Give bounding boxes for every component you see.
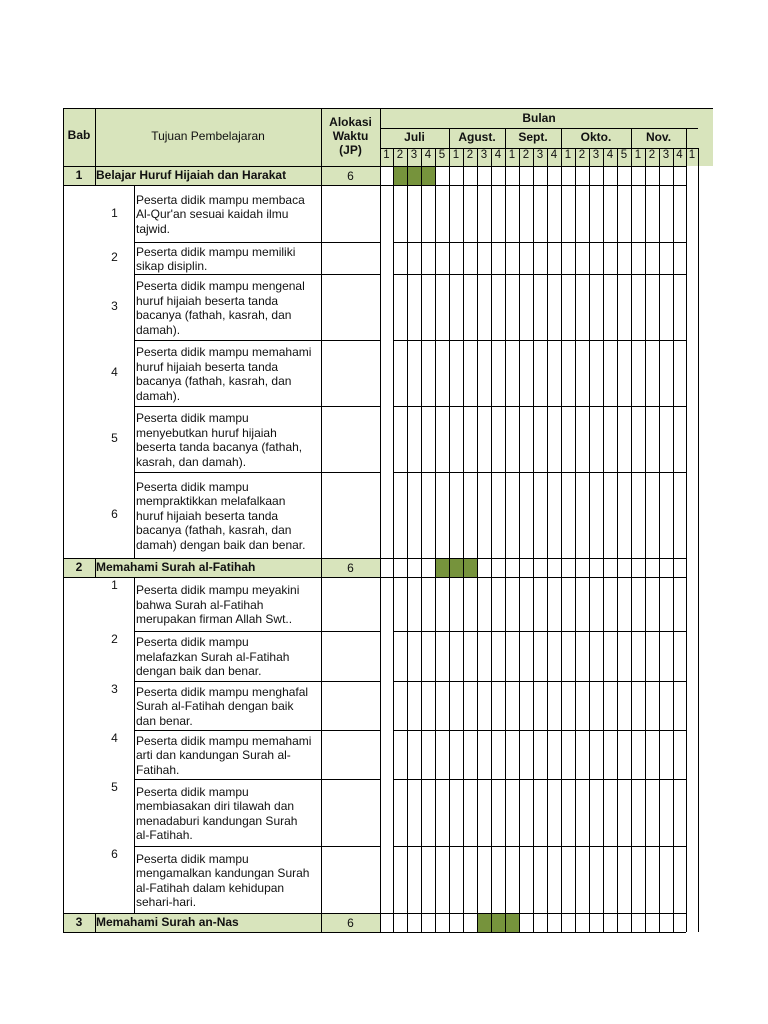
table-line xyxy=(63,185,380,186)
row-divider xyxy=(134,846,380,847)
table-line xyxy=(380,558,393,559)
objective-text-line: menadaburi kandungan Surah xyxy=(136,813,298,828)
table-line xyxy=(686,148,687,166)
table-line xyxy=(380,932,393,933)
objective-text-line: bacanya (fathah, kasrah, dan xyxy=(136,523,292,538)
week-number: 3 xyxy=(662,149,670,161)
table-line xyxy=(95,108,96,185)
row-divider xyxy=(134,779,380,780)
month-label: Sept. xyxy=(518,130,548,144)
row-divider xyxy=(134,242,380,243)
table-line xyxy=(631,128,632,148)
objective-number: 3 xyxy=(111,299,118,313)
chapter-title: Memahami Surah al-Fatihah xyxy=(96,560,256,574)
table-line xyxy=(380,577,393,578)
table-line xyxy=(393,242,686,243)
week-number: 3 xyxy=(536,149,544,161)
chapter-jp: 6 xyxy=(347,916,354,930)
table-line xyxy=(477,148,478,932)
row-divider xyxy=(134,681,380,682)
objective-text-line: Peserta didik mampu meyakini xyxy=(136,583,300,598)
month-label: Nov. xyxy=(645,130,672,144)
week-number: 2 xyxy=(466,149,474,161)
objective-text-line: beserta tanda bacanya (fathah, xyxy=(136,440,303,454)
objective-text-line: damah). xyxy=(136,388,181,403)
table-line xyxy=(393,472,686,473)
tujuan-header: Tujuan Pembelajaran xyxy=(151,129,265,143)
objective-text-line: Peserta didik mampu xyxy=(136,479,249,494)
objective-text-line: huruf hijaiah beserta tanda xyxy=(136,508,279,523)
table-line xyxy=(547,148,548,932)
table-line xyxy=(134,185,135,558)
week-number: 5 xyxy=(438,149,446,161)
table-line xyxy=(63,166,380,167)
week-number: 4 xyxy=(676,149,683,161)
objective-text-line: huruf hijaiah beserta tanda xyxy=(136,293,279,308)
chapter-jp: 6 xyxy=(347,561,354,575)
scheduled-week-cell xyxy=(491,913,505,932)
table-line xyxy=(421,148,422,932)
objective-text-line: huruf hijaiah beserta tanda xyxy=(136,359,279,374)
table-line xyxy=(380,185,393,186)
table-line xyxy=(589,148,590,932)
month-label: Okto. xyxy=(580,130,612,144)
week-number: 4 xyxy=(550,149,558,161)
objective-number: 2 xyxy=(111,250,118,264)
table-line xyxy=(393,148,394,932)
objective-text-line: merupakan firman Allah Swt.. xyxy=(136,612,293,627)
row-divider xyxy=(134,274,380,275)
table-line xyxy=(698,166,699,932)
objective-number: 4 xyxy=(111,365,118,379)
objective-text-line: sehari-hari. xyxy=(136,895,197,909)
bulan-header: Bulan xyxy=(522,111,556,125)
week-number: 1 xyxy=(564,149,572,161)
table-line xyxy=(95,913,96,932)
table-line xyxy=(393,631,686,632)
table-line xyxy=(380,166,393,167)
objective-text-line: dengan baik dan benar. xyxy=(136,664,262,679)
objective-number: 1 xyxy=(111,205,118,220)
table-line xyxy=(393,779,686,780)
objective-text-line: Peserta didik mampu xyxy=(136,635,249,650)
chapter-number: 3 xyxy=(75,915,83,929)
objective-text-line: bacanya (fathah, kasrah, dan xyxy=(136,374,292,388)
scheduled-week-cell xyxy=(463,558,477,577)
table-line xyxy=(575,148,576,932)
alokasi-header-line: (JP) xyxy=(339,143,362,157)
objective-number: 6 xyxy=(111,847,118,861)
objective-text-line: arti dan kandungan Surah al- xyxy=(136,748,291,763)
table-line xyxy=(463,148,464,932)
objective-text-line: al-Fatihah dalam kehidupan xyxy=(136,880,285,895)
table-line xyxy=(393,185,686,186)
objective-text-line: bacanya (fathah, kasrah, dan xyxy=(136,308,292,322)
table-line xyxy=(63,932,380,933)
table-line xyxy=(393,406,686,407)
objective-number: 3 xyxy=(111,682,118,696)
week-number: 3 xyxy=(410,149,418,161)
table-line xyxy=(435,148,436,932)
alokasi-header-line: Alokasi xyxy=(329,115,372,129)
week-number: 2 xyxy=(522,149,530,161)
week-number: 4 xyxy=(606,149,614,161)
objective-text-line: membiasakan diri tilawah dan xyxy=(136,799,295,813)
table-line xyxy=(393,577,686,578)
objective-text-line: Peserta didik mampu memiliki xyxy=(136,244,296,259)
objective-number: 2 xyxy=(111,632,118,646)
table-line xyxy=(533,148,534,932)
table-line xyxy=(505,148,506,932)
month-label: Juli xyxy=(404,130,425,144)
objective-text-line: Peserta didik mampu xyxy=(136,851,249,866)
table-line xyxy=(393,274,686,275)
week-number: 2 xyxy=(396,149,404,161)
scheduled-week-cell xyxy=(435,558,449,577)
week-number: 4 xyxy=(494,149,502,161)
objective-text-line: Al-Qur'an sesuai kaidah ilmu xyxy=(136,207,289,222)
table-line xyxy=(673,148,674,932)
table-line xyxy=(561,128,562,148)
table-line xyxy=(63,108,380,109)
bab-header: Bab xyxy=(67,128,91,142)
objective-text-line: mempraktikkan melafalkaan xyxy=(136,494,286,509)
table-line xyxy=(321,108,322,932)
objective-text-line: Peserta didik mampu xyxy=(136,784,249,799)
row-divider xyxy=(134,472,380,473)
table-line xyxy=(393,681,686,682)
table-line xyxy=(95,558,96,577)
table-line xyxy=(393,913,686,914)
table-line xyxy=(380,128,698,129)
row-divider xyxy=(134,340,380,341)
table-line xyxy=(449,148,450,932)
table-line xyxy=(603,148,604,932)
chapter-jp: 6 xyxy=(347,169,354,183)
week-number: 1 xyxy=(508,149,516,161)
scheduled-week-cell xyxy=(421,166,435,185)
scheduled-week-cell xyxy=(449,558,463,577)
table-line xyxy=(63,577,380,578)
scheduled-week-cell xyxy=(505,913,519,932)
objective-text-line: Peserta didik mampu membaca xyxy=(136,192,305,207)
table-line xyxy=(491,148,492,932)
objective-text-line: tajwid. xyxy=(136,221,171,236)
table-line xyxy=(617,148,618,932)
table-line xyxy=(380,108,713,109)
table-line xyxy=(393,846,686,847)
objective-text-line: mengamalkan kandungan Surah xyxy=(136,866,310,880)
chapter-title: Memahami Surah an-Nas xyxy=(96,915,239,929)
objective-text-line: Peserta didik mampu mengenal xyxy=(136,279,305,293)
objective-text-line: Peserta didik mampu memahami xyxy=(136,345,312,359)
table-line xyxy=(698,148,699,166)
week-number: 4 xyxy=(424,149,432,161)
chapter-number: 1 xyxy=(75,168,83,182)
table-line xyxy=(63,913,380,914)
objective-number: 6 xyxy=(111,507,118,521)
chapter-title: Belajar Huruf Hijaiah dan Harakat xyxy=(96,168,287,182)
objective-text-line: Surah al-Fatihah dengan baik xyxy=(136,699,294,714)
objective-number: 5 xyxy=(111,780,118,794)
table-line xyxy=(380,913,393,914)
table-line xyxy=(686,128,687,148)
week-number: 1 xyxy=(452,149,460,161)
objective-text-line: kasrah, dan damah). xyxy=(136,454,247,469)
objective-text-line: Peserta didik mampu memahami xyxy=(136,733,312,748)
objective-text-line: damah) dengan baik dan benar. xyxy=(136,537,306,552)
table-line xyxy=(449,128,450,148)
row-divider xyxy=(134,406,380,407)
table-line xyxy=(519,148,520,932)
week-number: 1 xyxy=(634,149,642,161)
objective-text-line: melafazkan Surah al-Fatihah xyxy=(136,649,290,664)
objective-text-line: damah). xyxy=(136,322,181,337)
objective-text-line: Peserta didik mampu menghafal xyxy=(136,684,309,699)
table-line xyxy=(407,148,408,932)
table-line xyxy=(63,558,380,559)
week-number: 3 xyxy=(480,149,488,161)
scheduled-week-cell xyxy=(393,166,407,185)
table-line xyxy=(505,128,506,148)
table-line xyxy=(686,166,687,932)
table-line xyxy=(63,108,64,932)
row-divider xyxy=(134,631,380,632)
scheduled-week-cell xyxy=(407,166,421,185)
table-line xyxy=(631,148,632,932)
objective-text-line: menyebutkan huruf hijaiah xyxy=(136,425,277,440)
chapter-number: 2 xyxy=(75,560,83,574)
table-line xyxy=(393,558,686,559)
week-number: 5 xyxy=(620,149,628,161)
scheduled-week-cell xyxy=(477,913,491,932)
objective-text-line: dan benar. xyxy=(136,713,193,728)
week-number: 1 xyxy=(688,149,696,161)
alokasi-header-line: Waktu xyxy=(332,129,369,143)
week-number: 2 xyxy=(648,149,656,161)
table-line xyxy=(645,148,646,932)
objective-text-line: sikap disiplin. xyxy=(136,259,208,273)
table-line xyxy=(393,730,686,731)
objective-number: 5 xyxy=(111,431,118,445)
week-number: 3 xyxy=(592,149,600,161)
table-line xyxy=(561,148,562,932)
table-line xyxy=(380,108,381,932)
table-line xyxy=(380,148,698,149)
objective-text-line: bahwa Surah al-Fatihah xyxy=(136,597,264,612)
week-number: 1 xyxy=(383,149,390,161)
week-number: 2 xyxy=(578,149,586,161)
objective-text-line: al-Fatihah. xyxy=(136,828,193,842)
objective-text-line: Fatihah. xyxy=(136,762,180,777)
objective-text-line: Peserta didik mampu xyxy=(136,411,249,425)
table-line xyxy=(659,148,660,932)
table-line xyxy=(393,932,686,933)
row-divider xyxy=(134,730,380,731)
table-line xyxy=(393,166,686,167)
table-line xyxy=(134,577,135,913)
month-label: Agust. xyxy=(458,130,496,144)
table-line xyxy=(393,340,686,341)
objective-number: 1 xyxy=(111,578,118,592)
objective-number: 4 xyxy=(111,731,118,745)
